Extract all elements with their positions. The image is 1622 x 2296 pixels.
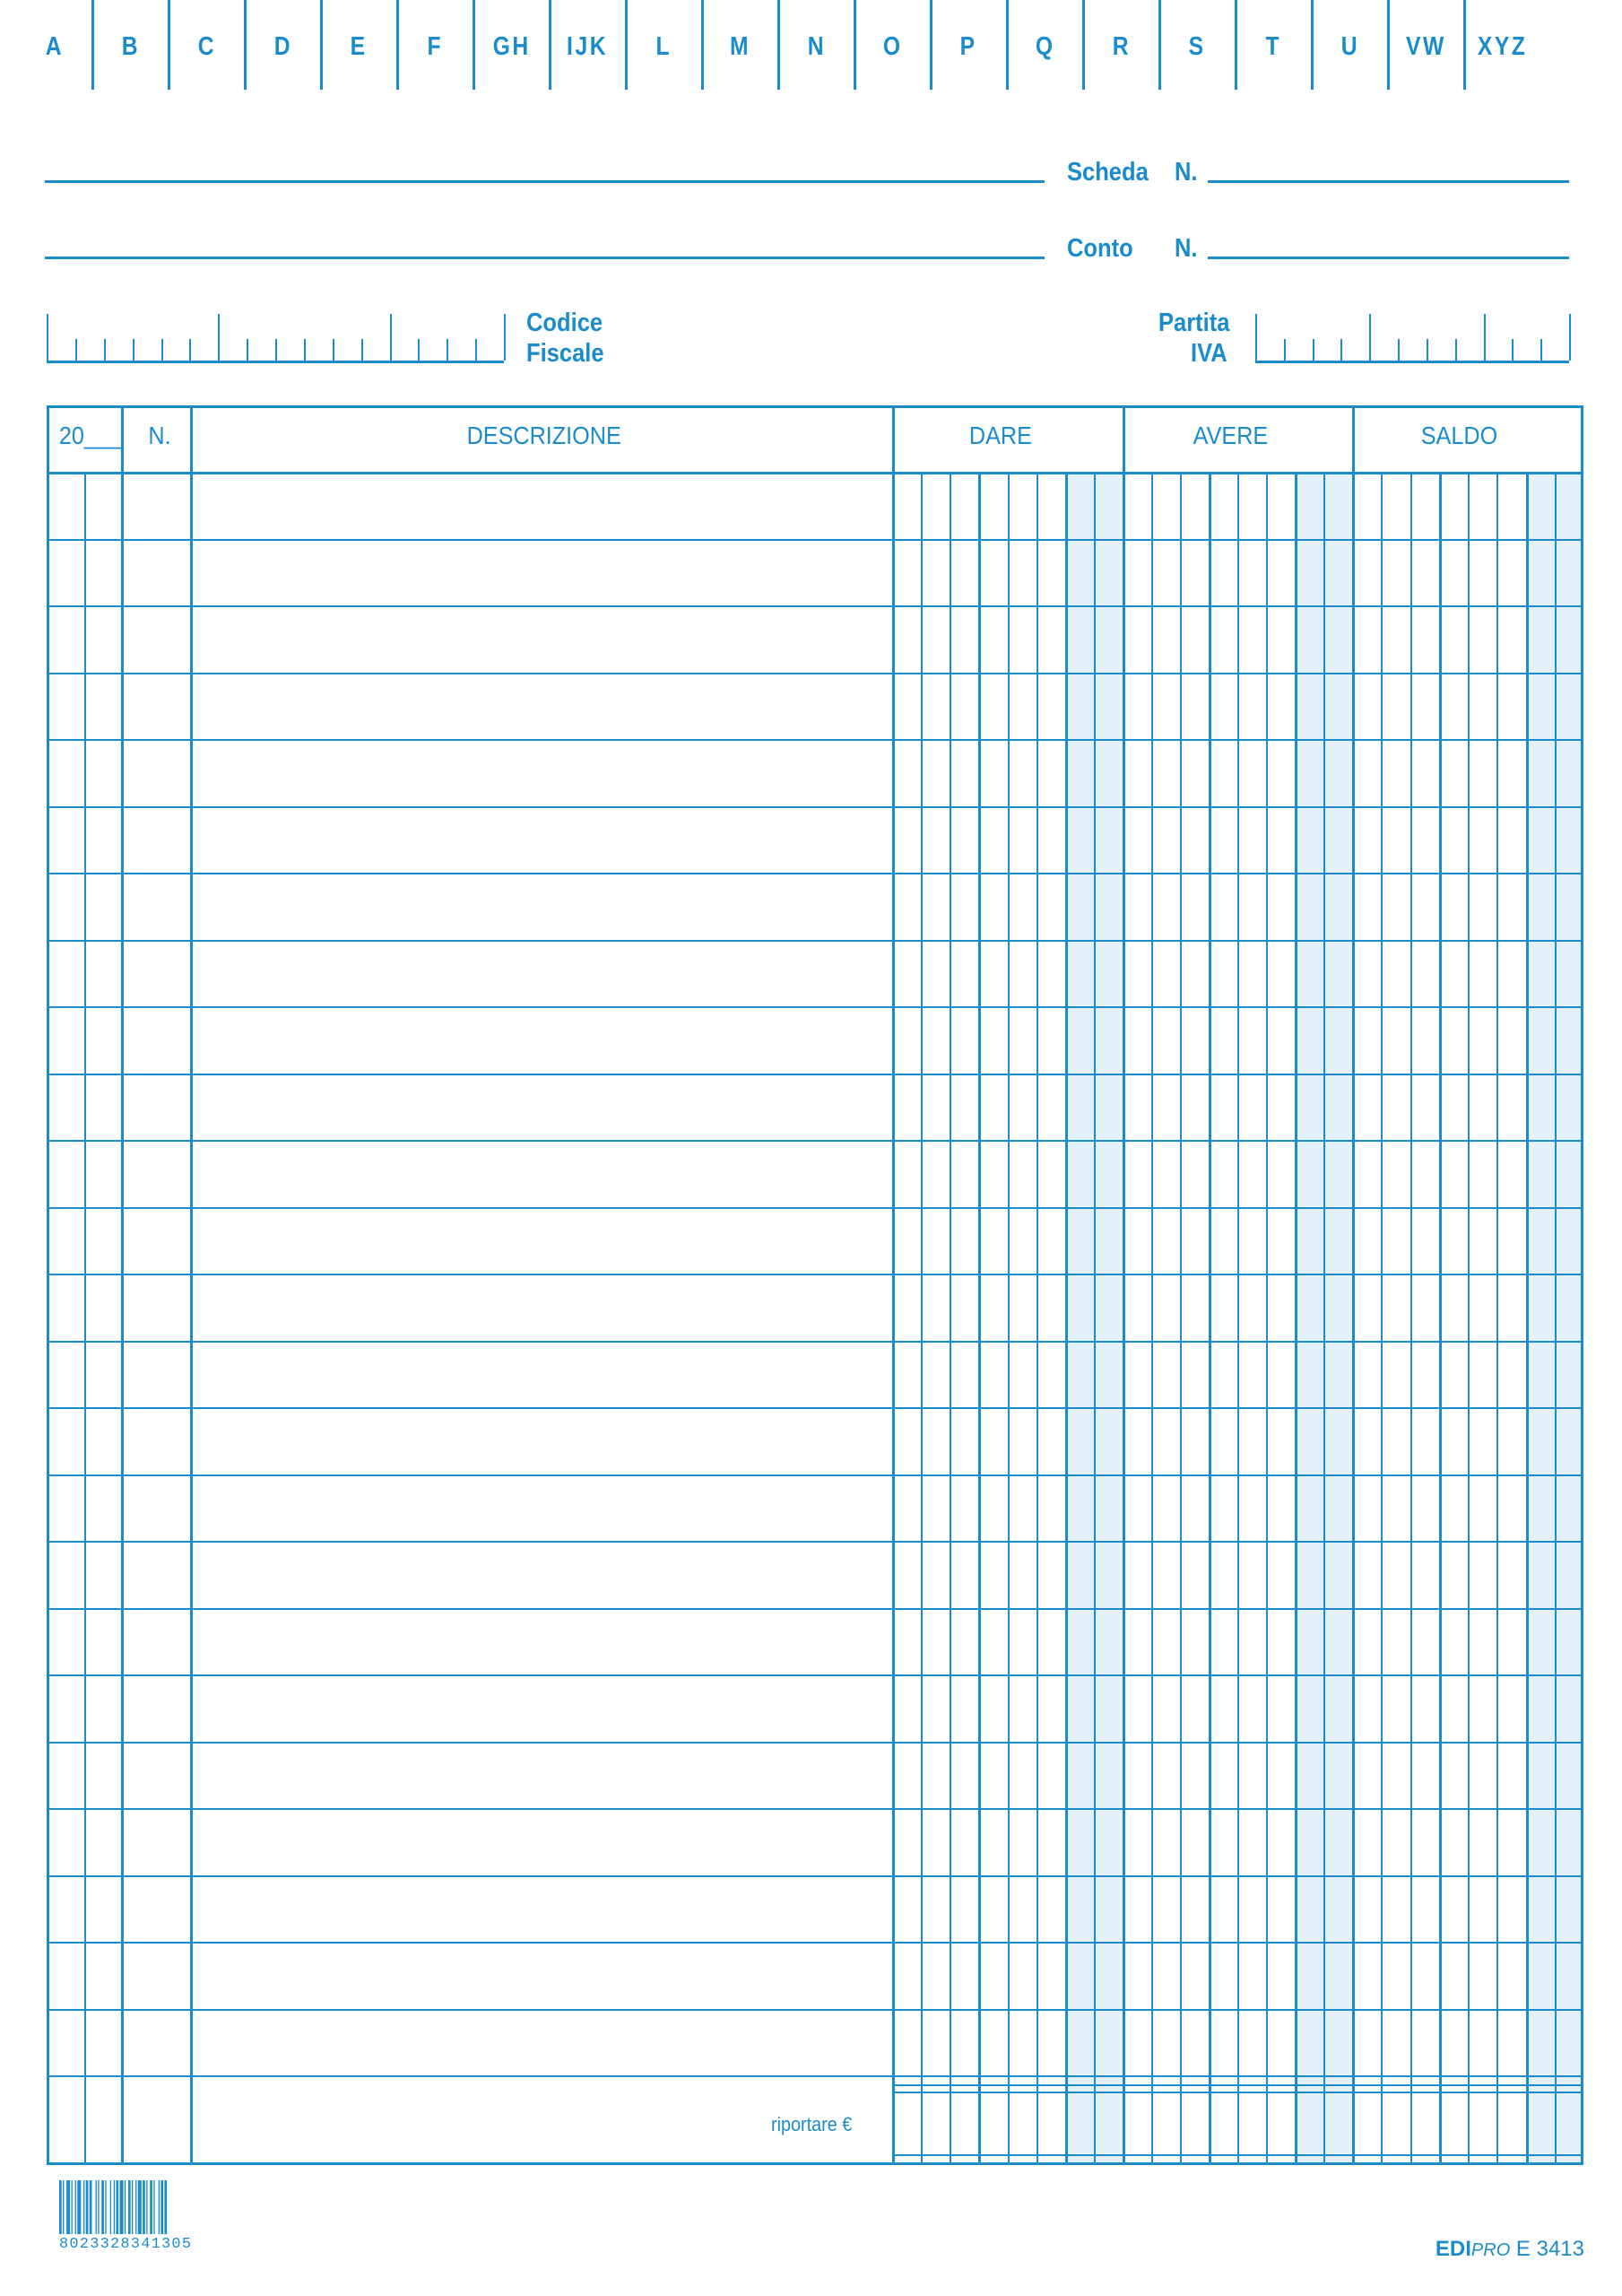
codice-fiscale-tick [189, 339, 191, 361]
digit-column-rule [1266, 472, 1268, 2165]
codice-fiscale-tick [247, 339, 248, 361]
barcode-bar [116, 2180, 118, 2234]
digit-column-rule [921, 472, 923, 2165]
partita-iva-tick [1255, 314, 1257, 361]
ledger-border-right [1581, 405, 1583, 2165]
ledger-row-rule [47, 739, 892, 741]
partita-iva-tick [1369, 314, 1371, 361]
alphabet-tab-label: T [1265, 32, 1282, 61]
digit-column-rule [1323, 472, 1325, 2165]
partita-iva-tick [1284, 339, 1286, 361]
barcode-bar [110, 2180, 111, 2234]
ledger-row-rule [47, 1875, 892, 1877]
ledger-row-rule [47, 873, 892, 874]
alphabet-tab-xyz[interactable] [1464, 0, 1540, 90]
alphabet-tab-separator [320, 0, 323, 90]
codice-fiscale-tick [275, 339, 277, 361]
barcode-image [59, 2180, 219, 2234]
conto-number-label: N. [1175, 234, 1198, 263]
codice-fiscale-label-1: Codice [526, 309, 603, 337]
alphabet-tab-b[interactable] [92, 0, 169, 90]
digit-column-rule [1209, 472, 1211, 2165]
ledger-row-rule [47, 940, 892, 942]
alphabet-tab-m[interactable] [702, 0, 778, 90]
partita-iva-baseline [1255, 361, 1569, 363]
alphabet-tab-label: U [1340, 32, 1359, 61]
alphabet-tab-e[interactable] [321, 0, 397, 90]
alphabet-tab-label: L [655, 32, 672, 61]
barcode-bar [72, 2180, 73, 2234]
alphabet-tab-separator [1463, 0, 1466, 90]
digit-column-rule [978, 472, 981, 2165]
partita-iva-tick [1398, 339, 1400, 361]
ledger-row-rule [47, 806, 892, 808]
alphabet-tab-u[interactable] [1312, 0, 1388, 90]
barcode-bar [98, 2180, 99, 2234]
alphabet-tab-q[interactable] [1007, 0, 1083, 90]
digit-column-rule [1439, 472, 1442, 2165]
barcode-bar [114, 2180, 115, 2234]
codice-fiscale-tick [361, 339, 363, 361]
digit-column-rule [1381, 472, 1383, 2165]
ledger-row-rule [47, 673, 892, 674]
codice-fiscale-tick [504, 314, 506, 361]
barcode-bar [128, 2180, 131, 2234]
alphabet-tab-gh[interactable] [473, 0, 550, 90]
alphabet-tab-separator [1235, 0, 1237, 90]
digit-column-rule [1237, 472, 1239, 2165]
brand-edi: EDI [1435, 2237, 1471, 2261]
ledger-row-rule [47, 1541, 892, 1543]
alphabet-tab-separator [549, 0, 551, 90]
partita-iva-label-2: IVA [1191, 339, 1227, 368]
alphabet-tab-label: XYZ [1477, 32, 1528, 61]
ledger-row-rule [47, 1207, 892, 1209]
alphabet-tab-separator [930, 0, 932, 90]
name-line-2[interactable] [45, 257, 1045, 259]
alphabet-tab-separator [1006, 0, 1009, 90]
alphabet-tab-separator [91, 0, 94, 90]
digit-column-rule [1468, 472, 1470, 2165]
alphabet-tab-label: VW [1406, 32, 1446, 61]
codice-fiscale-tick [447, 339, 448, 361]
alphabet-tab-c[interactable] [169, 0, 245, 90]
barcode-bar [63, 2180, 64, 2234]
riportare-label: riportare € [771, 2113, 853, 2135]
partita-iva-tick [1340, 339, 1342, 361]
barcode-bar [132, 2180, 133, 2234]
ledger-row-rule [47, 539, 892, 541]
ledger-row-rule [47, 2009, 892, 2011]
barcode-bar [66, 2180, 70, 2234]
barcode-bar [75, 2180, 76, 2234]
alphabet-tab-r[interactable] [1083, 0, 1159, 90]
partita-iva-tick [1512, 339, 1514, 361]
barcode-bar [125, 2180, 126, 2234]
alphabet-tab-label: N [807, 32, 826, 61]
alphabet-tab-separator [1311, 0, 1314, 90]
alphabet-tab-separator [1158, 0, 1161, 90]
alphabet-tab-label: D [273, 32, 292, 61]
scheda-number-line[interactable] [1208, 180, 1569, 183]
conto-number-line[interactable] [1208, 257, 1569, 259]
alphabet-tab-label: Q [1035, 32, 1055, 61]
alphabet-tab-d[interactable] [245, 0, 321, 90]
codice-fiscale-tick [418, 339, 420, 361]
barcode-bar [135, 2180, 136, 2234]
ledger-border-left [47, 405, 49, 2165]
brand-pro: PRO [1470, 2240, 1511, 2260]
ledger-table [47, 405, 1583, 2165]
digit-column-rule [1151, 472, 1153, 2165]
alphabet-tab-separator [168, 0, 170, 90]
codice-fiscale-label-2: Fiscale [526, 339, 604, 368]
codice-fiscale-tick [333, 339, 334, 361]
alphabet-tab-separator [1387, 0, 1390, 90]
digit-column-rule [950, 472, 951, 2165]
alphabet-tab-o[interactable] [854, 0, 931, 90]
digit-column-rule [1180, 472, 1182, 2165]
partita-iva-label-1: Partita [1158, 309, 1230, 337]
barcode-bar [120, 2180, 124, 2234]
alphabet-tab-f[interactable] [397, 0, 473, 90]
partita-iva-tick [1484, 314, 1486, 361]
barcode-bar [59, 2180, 62, 2234]
alphabet-tab-label: S [1189, 32, 1206, 61]
alphabet-tab-l[interactable] [626, 0, 702, 90]
brand-product-code [1436, 2237, 1584, 2262]
barcode-bar [138, 2180, 142, 2234]
alphabet-tab-label: C [197, 32, 216, 61]
ledger-row-rule [47, 1674, 892, 1676]
alphabet-tab-separator [244, 0, 247, 90]
codice-fiscale-tick [304, 339, 306, 361]
ledger-row-rule [47, 1942, 892, 1944]
barcode-bar [86, 2180, 89, 2234]
saldo-header: SALDO [1420, 422, 1498, 449]
scheda-label: Scheda [1067, 158, 1149, 187]
alphabet-tab-separator [854, 0, 856, 90]
barcode-bar [101, 2180, 104, 2234]
number-header: N. [148, 422, 171, 449]
ledger-row-rule [47, 1140, 892, 1142]
scheda-number-label: N. [1175, 158, 1198, 187]
codice-fiscale-tick [161, 339, 163, 361]
barcode-bar [83, 2180, 84, 2234]
alphabet-tab-s[interactable] [1159, 0, 1236, 90]
digit-column-rule [1496, 472, 1498, 2165]
date-number-separator [121, 405, 124, 2165]
barcode-bar [150, 2180, 152, 2234]
alphabet-tab-label: E [351, 32, 368, 61]
name-line-1[interactable] [45, 180, 1045, 183]
alphabet-tab-label: GH [492, 32, 531, 61]
digit-column-rule [1037, 472, 1038, 2165]
barcode-bar [96, 2180, 97, 2234]
digit-column-rule [1555, 472, 1557, 2165]
year-header: 20___ [58, 422, 122, 449]
barcode-bar [77, 2180, 81, 2234]
partita-iva-tick [1540, 339, 1542, 361]
partita-iva-tick [1455, 339, 1457, 361]
dare-avere-separator [1123, 405, 1125, 2165]
ledger-row-rule [47, 1006, 892, 1008]
codice-fiscale-tick [390, 314, 392, 361]
codice-fiscale-tick [218, 314, 220, 361]
barcode-bar [153, 2180, 154, 2234]
codice-fiscale-tick [475, 339, 477, 361]
ledger-row-rule [47, 1074, 892, 1075]
conto-label: Conto [1067, 234, 1133, 263]
barcode-digits: 8023328341305 [59, 2236, 193, 2253]
codice-fiscale-tick [47, 314, 48, 361]
alphabet-tab-label: B [121, 32, 140, 61]
alphabet-tab-separator [396, 0, 399, 90]
digit-column-rule [1094, 472, 1096, 2165]
ledger-row-rule [47, 1407, 892, 1409]
alphabet-tab-n[interactable] [778, 0, 854, 90]
codice-fiscale-baseline [47, 361, 504, 363]
codice-fiscale-tick [133, 339, 134, 361]
barcode-bar [146, 2180, 147, 2234]
alphabet-tab-separator [473, 0, 475, 90]
avere-header: AVERE [1193, 422, 1269, 449]
digit-column-rule [1065, 472, 1068, 2165]
number-description-separator [190, 405, 193, 2165]
alphabet-tab-separator [777, 0, 780, 90]
barcode-bar [105, 2180, 106, 2234]
alphabet-tab-label: O [882, 32, 903, 61]
ledger-row-rule [47, 1474, 892, 1476]
digit-column-rule [1526, 472, 1529, 2165]
date-day-separator [84, 472, 86, 2165]
ledger-row-rule [47, 2075, 892, 2077]
codice-fiscale-tick [104, 339, 106, 361]
alphabet-tab-ijk[interactable] [550, 0, 626, 90]
alphabet-tab-t[interactable] [1236, 0, 1312, 90]
partita-iva-tick [1569, 314, 1571, 361]
ledger-row-rule [47, 1608, 892, 1610]
ledger-row-rule [47, 1808, 892, 1810]
alphabet-tab-a[interactable] [16, 0, 92, 90]
alphabet-tab-label: M [729, 32, 751, 61]
alphabet-tab-vw[interactable] [1388, 0, 1464, 90]
descrizione-header: DESCRIZIONE [466, 422, 621, 449]
alphabet-tab-label: IJK [567, 32, 609, 61]
partita-iva-tick [1427, 339, 1428, 361]
alphabet-index-strip [0, 0, 1622, 90]
digit-column-rule [1295, 472, 1297, 2165]
alphabet-tab-label: F [427, 32, 444, 61]
ledger-row-rule [47, 1274, 892, 1275]
barcode-bar [164, 2180, 167, 2234]
alphabet-tab-label: R [1112, 32, 1131, 61]
alphabet-tab-p[interactable] [931, 0, 1007, 90]
codice-fiscale-tick [75, 339, 77, 361]
ledger-row-rule [47, 1742, 892, 1744]
ledger-row-rule [47, 605, 892, 607]
description-dare-separator [892, 405, 895, 2165]
ledger-row-rule [47, 1341, 892, 1343]
barcode-bar [90, 2180, 92, 2234]
product-code: E 3413 [1515, 2237, 1584, 2261]
alphabet-tab-label: A [45, 32, 64, 61]
digit-column-rule [1410, 472, 1412, 2165]
avere-saldo-separator [1352, 405, 1355, 2165]
partita-iva-tick [1313, 339, 1314, 361]
barcode-bar [160, 2180, 163, 2234]
alphabet-tab-separator [625, 0, 628, 90]
alphabet-tab-label: P [960, 32, 977, 61]
alphabet-tab-separator [701, 0, 704, 90]
digit-column-rule [1008, 472, 1010, 2165]
barcode-bar [143, 2180, 145, 2234]
barcode-bar [159, 2180, 160, 2234]
dare-header: DARE [968, 422, 1032, 449]
alphabet-tab-separator [1082, 0, 1085, 90]
